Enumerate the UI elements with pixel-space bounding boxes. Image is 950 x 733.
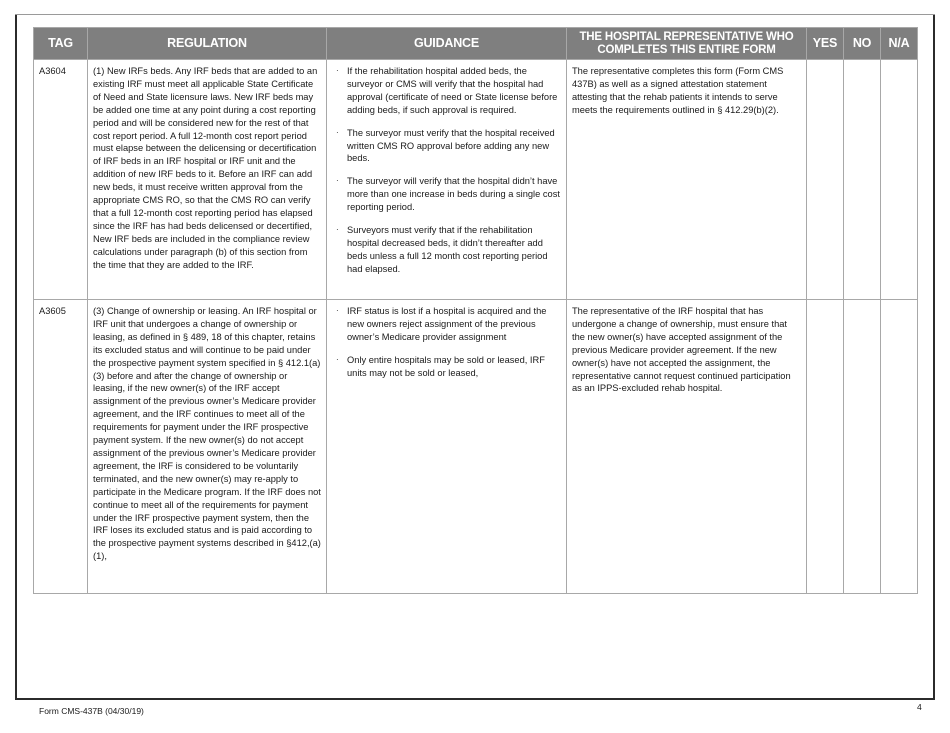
na-checkbox-cell[interactable]	[881, 300, 918, 594]
table-row	[34, 300, 918, 594]
yes-checkbox-cell[interactable]	[807, 60, 844, 300]
guidance-item-text: IRF status is lost if a hospital is acquired and the new owners reject assignment of the previous owner’s Medicare provider assignment	[347, 306, 547, 342]
guidance-item-text: Only entire hospitals may be sold or leased, IRF units may not be sold or leased,	[347, 354, 545, 378]
table-row	[34, 60, 918, 300]
header-guidance: GUIDANCE	[327, 28, 567, 60]
form-id-footer: Form CMS-437B (04/30/19)	[39, 706, 144, 716]
page-frame-top-rule	[15, 14, 935, 15]
representative-cell: The representative completes this form (Form CMS 437B) as well as a signed attestation statement attesting that the rehab patients it intends to serve meets the requirements outlined in § 412.29(b)(2).	[567, 60, 807, 300]
na-checkbox-cell[interactable]	[881, 60, 918, 300]
guidance-item	[332, 305, 561, 344]
guidance-item	[332, 224, 561, 276]
page-number: 4	[917, 702, 922, 712]
table-header-row	[34, 28, 918, 60]
guidance-list	[332, 65, 561, 276]
guidance-item	[332, 127, 561, 166]
guidance-item-text: The surveyor will verify that the hospital didn’t have more than one increase in beds during a single cost reporting period.	[347, 176, 560, 213]
bullet-icon: ·	[336, 176, 339, 186]
guidance-item-text: If the rehabilitation hospital added beds, the surveyor or CMS will verify that the hospital had approval (certificate of need or State license before adding beds, if such approval is required.	[347, 66, 558, 115]
bullet-icon: ·	[336, 354, 339, 364]
guidance-item-text: Surveyors must verify that if the rehabilitation hospital decreased beds, it didn’t thereafter add beds unless a full 12 month cost reporting period had elapsed.	[347, 225, 548, 274]
header-na: N/A	[881, 28, 918, 60]
guidance-item	[332, 354, 561, 380]
guidance-item	[332, 175, 561, 214]
no-checkbox-cell[interactable]	[844, 60, 881, 300]
regulation-table	[33, 27, 918, 594]
guidance-list	[332, 305, 561, 380]
tag-cell: A3604	[34, 60, 88, 300]
header-tag: TAG	[34, 28, 88, 60]
guidance-cell	[327, 60, 567, 300]
header-yes: YES	[807, 28, 844, 60]
tag-cell: A3605	[34, 300, 88, 594]
guidance-item	[332, 65, 561, 117]
representative-cell: The representative of the IRF hospital that has undergone a change of ownership, must ensure that the new owner(s) have accepted assignment of the previous Medicare provider agreement. If the new owner(s) have not accepted the assignment, the representative cannot request continued participation as an IPPS-excluded rehab hospital.	[567, 300, 807, 594]
guidance-cell	[327, 300, 567, 594]
guidance-item-text: The surveyor must verify that the hospital received written CMS RO approval before adding any new beds.	[347, 127, 555, 164]
header-no: NO	[844, 28, 881, 60]
header-regulation: REGULATION	[88, 28, 327, 60]
regulation-cell: (3) Change of ownership or leasing. An IRF hospital or IRF unit that undergoes a change of ownership or leasing, as defined in § 489, 18 of this chapter, retains its excluded status and will continue to be paid under the prospective payment system specified in § 412.1(a)(3) before and after the change of ownership or leasing, if the new owner(s) of the IRF accept assignment of the previous owner’s Medicare provider agreement, and the IRF continues to meet all of the requirements for payment under the IRF prospective payment system. If the new owner(s) do not accept assignment of the previous owner’s Medicare provider agreement, the IRF is considered to be voluntarily terminated, and the new owner(s) may re-apply to participate in the Medicare program. If the IRF does not continue to meet all of the requirements for payment under the IRF prospective payment system, then the IRF loses its excluded status and is paid according to the prospective payment systems described in §412,(a)(1),	[88, 300, 327, 594]
no-checkbox-cell[interactable]	[844, 300, 881, 594]
bullet-icon: ·	[336, 225, 339, 235]
yes-checkbox-cell[interactable]	[807, 300, 844, 594]
header-representative: THE HOSPITAL REPRESENTATIVE WHO COMPLETES THIS ENTIRE FORM	[567, 28, 807, 60]
regulation-cell: (1) New IRFs beds. Any IRF beds that are added to an existing IRF must meet all applicable State Certificate of Need and State licensure laws. New IRF beds may be added one time at any point during a cost reporting period and will be considered new for the rest of that cost report period. A full 12-month cost report period must elapse between the delicensing or decertification of IRF beds in an IRF hospital or IRF unit and the addition of new IRF beds to it. Before an IRF can add new beds, it must receive written approval from the appropriate CMS RO, so that the CMS RO can verify that a full 12-month cost reporting period has elapsed since the IRF has had beds delicensed or decertified, New IRF beds are included in the compliance review calculations under paragraph (b) of this section from the time that they are added to the IRF.	[88, 60, 327, 300]
bullet-icon: ·	[336, 306, 339, 315]
bullet-icon: ·	[336, 66, 339, 75]
bullet-icon: ·	[336, 127, 339, 137]
